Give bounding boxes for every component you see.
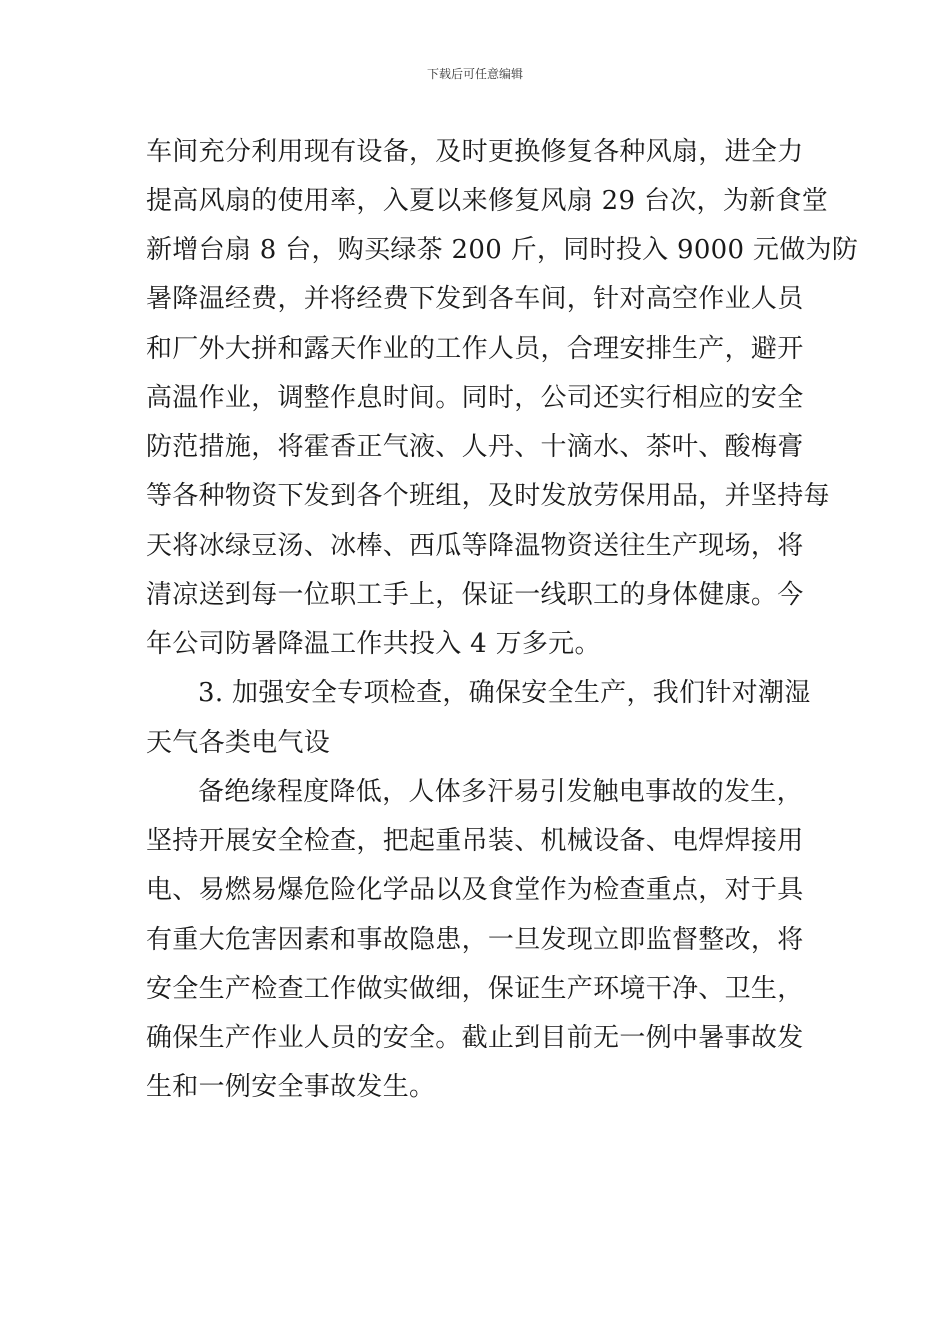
paragraph-line: 有重大危害因素和事故隐患，一旦发现立即监督整改，将	[146, 925, 804, 955]
paragraph-line: 天气各类电气设	[146, 728, 331, 758]
paragraph-line: 坚持开展安全检查，把起重吊装、机械设备、电焊焊接用	[146, 826, 804, 856]
paragraph-line: 暑降温经费，并将经费下发到各车间，针对高空作业人员	[146, 284, 804, 314]
paragraph-line: 生和一例安全事故发生。	[146, 1072, 436, 1102]
paragraph-line: 高温作业，调整作息时间。同时，公司还实行相应的安全	[146, 383, 804, 413]
paragraph-line: 电、易燃易爆危险化学品以及食堂作为检查重点，对于具	[146, 875, 804, 905]
paragraph-line: 防范措施，将霍香正气液、人丹、十滴水、茶叶、酸梅膏	[146, 432, 804, 462]
paragraph-line: 清凉送到每一位职工手上，保证一线职工的身体健康。今	[146, 580, 804, 610]
paragraph-line: 3. 加强安全专项检查，确保安全生产，我们针对潮湿	[198, 678, 811, 708]
paragraph-line: 安全生产检查工作做实做细，保证生产环境干净、卫生，	[146, 974, 804, 1004]
paragraph-line: 等各种物资下发到各个班组，及时发放劳保用品，并坚持每	[146, 481, 830, 511]
paragraph-line: 天将冰绿豆汤、冰棒、西瓜等降温物资送往生产现场，将	[146, 531, 804, 561]
paragraph-line: 新增台扇 8 台，购买绿茶 200 斤，同时投入 9000 元做为防	[146, 235, 859, 265]
paragraph-line: 提高风扇的使用率，入夏以来修复风扇 29 台次，为新食堂	[146, 186, 829, 216]
paragraph-line: 备绝缘程度降低，人体多汗易引发触电事故的发生，	[198, 777, 803, 807]
page-header: 下载后可任意编辑	[426, 67, 523, 81]
paragraph-line: 车间充分利用现有设备，及时更换修复各种风扇，进全力	[146, 137, 804, 167]
paragraph-line: 确保生产作业人员的安全。截止到目前无一例中暑事故发	[146, 1023, 804, 1053]
paragraph-line: 年公司防暑降温工作共投入 4 万多元。	[146, 629, 601, 659]
paragraph-line: 和厂外大拼和露天作业的工作人员，合理安排生产，避开	[146, 334, 804, 364]
